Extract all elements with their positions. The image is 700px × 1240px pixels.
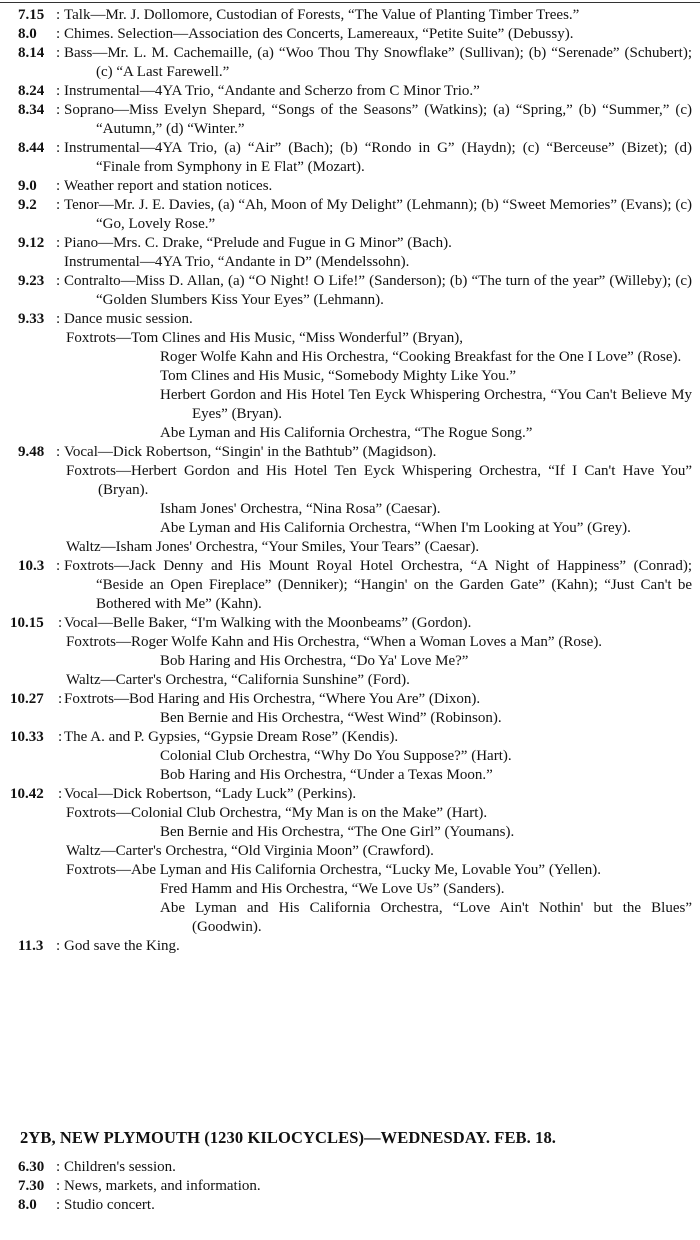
- programme-entry: [0, 139, 692, 177]
- entry-text: Foxtrots—Abe Lyman and His California Orchestra, “Lucky Me, Lovable You” (Yellen).: [66, 862, 602, 878]
- time-separator: :: [56, 26, 61, 42]
- programme-entry: [0, 671, 692, 690]
- programme-entry: [0, 880, 692, 899]
- programme-entry: [0, 690, 692, 709]
- programme-entry: [0, 823, 692, 842]
- entry-text: Isham Jones' Orchestra, “Nina Rosa” (Caesar).: [160, 501, 441, 517]
- entry-text: Dance music session.: [64, 311, 193, 327]
- programme-entry: [0, 500, 692, 519]
- entry-text: Vocal—Dick Robertson, “Singin' in the Bathtub” (Magidson).: [64, 444, 437, 460]
- time-separator: :: [56, 45, 61, 61]
- time-separator: :: [56, 140, 61, 156]
- entry-time: 10.27: [10, 691, 44, 707]
- entry-text: Abe Lyman and His California Orchestra, “The Rogue Song.”: [160, 425, 533, 441]
- time-separator: :: [56, 102, 61, 118]
- time-separator: :: [56, 178, 61, 194]
- programme-entry: [0, 709, 692, 728]
- programme-entry: [0, 861, 692, 880]
- entry-text: Roger Wolfe Kahn and His Orchestra, “Cooking Breakfast for the One I Love” (Rose).: [160, 349, 682, 365]
- programme-entry: [0, 519, 692, 538]
- entry-text: Bob Haring and His Orchestra, “Do Ya' Love Me?”: [160, 653, 469, 669]
- programme-entry: [0, 424, 692, 443]
- entry-text: Children's session.: [64, 1159, 176, 1175]
- programme-entry: [0, 443, 692, 462]
- entry-time: 8.44: [18, 140, 45, 156]
- programme-entry: [0, 538, 692, 557]
- programme-entry: [0, 367, 692, 386]
- programme-entry: [0, 1196, 692, 1215]
- programme-entry: [0, 82, 692, 101]
- entry-text: Colonial Club Orchestra, “Why Do You Suppose?” (Hart).: [160, 748, 512, 764]
- time-separator: :: [56, 558, 61, 574]
- programme-entry: [0, 652, 692, 671]
- entry-text: Instrumental—4YA Trio, (a) “Air” (Bach); (b) “Rondo in G” (Haydn); (c) “Berceuse” (Bizet); (d) “Finale from Symphony in E Flat” (Mozart).: [64, 140, 692, 175]
- entry-text: Talk—Mr. J. Dollomore, Custodian of Forests, “The Value of Planting Timber Trees.”: [64, 7, 580, 23]
- programme-entry: [0, 766, 692, 785]
- entry-text: Piano—Mrs. C. Drake, “Prelude and Fugue in G Minor” (Bach).: [64, 235, 452, 251]
- time-separator: :: [58, 729, 63, 745]
- entry-time: 6.30: [18, 1159, 45, 1175]
- programme-entry: [0, 6, 692, 25]
- entry-text: Waltz—Isham Jones' Orchestra, “Your Smiles, Your Tears” (Caesar).: [66, 539, 480, 555]
- entry-time: 8.34: [18, 102, 45, 118]
- station-heading: 2YB, NEW PLYMOUTH (1230 KILOCYCLES)—WEDNESDAY. FEB. 18.: [20, 1128, 557, 1147]
- entry-text: Waltz—Carter's Orchestra, “California Sunshine” (Ford).: [66, 672, 410, 688]
- programme-entry: [0, 348, 692, 367]
- entry-text: God save the King.: [64, 938, 180, 954]
- programme-entry: [0, 101, 692, 139]
- entry-text: Tom Clines and His Music, “Somebody Mighty Like You.”: [160, 368, 517, 384]
- entry-text: Vocal—Belle Baker, “I'm Walking with the Moonbeams” (Gordon).: [64, 615, 472, 631]
- programme-entry: [0, 329, 692, 348]
- time-separator: :: [56, 938, 61, 954]
- entry-time: 10.3: [18, 558, 45, 574]
- entry-text: Soprano—Miss Evelyn Shepard, “Songs of the Seasons” (Watkins); (a) “Spring,” (b) “Summer,” (c) “Autumn,” (d) “Winter.”: [64, 102, 692, 137]
- entry-time: 10.15: [10, 615, 44, 631]
- entry-text: Foxtrots—Herbert Gordon and His Hotel Ten Eyck Whispering Orchestra, “If I Can't Have You” (Bryan).: [66, 463, 692, 498]
- programme-entry: [0, 937, 692, 956]
- programme-entry: [0, 747, 692, 766]
- time-separator: :: [56, 1197, 61, 1213]
- programme-entry: [0, 785, 692, 804]
- entry-text: News, markets, and information.: [64, 1178, 261, 1194]
- entry-time: 9.12: [18, 235, 45, 251]
- entry-text: Foxtrots—Roger Wolfe Kahn and His Orchestra, “When a Woman Loves a Man” (Rose).: [66, 634, 603, 650]
- entry-text: Tenor—Mr. J. E. Davies, (a) “Ah, Moon of My Delight” (Lehmann); (b) “Sweet Memories” (Evans); (c) “Go, Lovely Rose.”: [64, 197, 692, 232]
- entry-text: Vocal—Dick Robertson, “Lady Luck” (Perkins).: [64, 786, 357, 802]
- entry-text: Studio concert.: [64, 1197, 155, 1213]
- entry-text: Waltz—Carter's Orchestra, “Old Virginia Moon” (Crawford).: [66, 843, 434, 859]
- programme-entry: [0, 234, 692, 253]
- entry-time: 10.42: [10, 786, 44, 802]
- entry-text: Chimes. Selection—Association des Concerts, Lamereaux, “Petite Suite” (Debussy).: [64, 26, 574, 42]
- entry-time: 8.24: [18, 83, 45, 99]
- programme-entry: [0, 1177, 692, 1196]
- time-separator: :: [58, 615, 63, 631]
- entry-text: Foxtrots—Colonial Club Orchestra, “My Man is on the Make” (Hart).: [66, 805, 488, 821]
- programme-entry: [0, 272, 692, 310]
- programme-entry: [0, 614, 692, 633]
- programme-entry: [0, 253, 692, 272]
- entry-text: Abe Lyman and His California Orchestra, “Love Ain't Nothin' but the Blues” (Goodwin).: [160, 900, 692, 935]
- programme-entry: [0, 728, 692, 747]
- entry-time: 7.15: [18, 7, 45, 23]
- time-separator: :: [56, 444, 61, 460]
- entry-text: Foxtrots—Tom Clines and His Music, “Miss Wonderful” (Bryan),: [66, 330, 464, 346]
- time-separator: :: [56, 1159, 61, 1175]
- entry-time: 9.2: [18, 197, 37, 213]
- time-separator: :: [56, 311, 61, 327]
- time-separator: :: [58, 786, 63, 802]
- entry-text: The A. and P. Gypsies, “Gypsie Dream Rose” (Kendis).: [64, 729, 399, 745]
- entry-time: 9.48: [18, 444, 45, 460]
- time-separator: :: [56, 1178, 61, 1194]
- programme-entry: [0, 310, 692, 329]
- entry-text: Ben Bernie and His Orchestra, “West Wind” (Robinson).: [160, 710, 502, 726]
- time-separator: :: [58, 691, 63, 707]
- programme-entry: [0, 557, 692, 614]
- programme-entry: [0, 842, 692, 861]
- programme-entry: [0, 44, 692, 82]
- entry-text: Foxtrots—Bod Haring and His Orchestra, “Where You Are” (Dixon).: [64, 691, 481, 707]
- entry-time: 7.30: [18, 1178, 45, 1194]
- time-separator: :: [56, 197, 61, 213]
- entry-text: Abe Lyman and His California Orchestra, “When I'm Looking at You” (Grey).: [160, 520, 631, 536]
- entry-time: 8.14: [18, 45, 45, 61]
- entry-text: Instrumental—4YA Trio, “Andante in D” (Mendelssohn).: [64, 254, 410, 270]
- time-separator: :: [56, 83, 61, 99]
- entry-time: 8.0: [18, 1197, 37, 1213]
- programme-entry: [0, 196, 692, 234]
- entry-text: Herbert Gordon and His Hotel Ten Eyck Whispering Orchestra, “You Can't Believe My Eyes” (Bryan).: [160, 387, 692, 422]
- entry-text: Ben Bernie and His Orchestra, “The One Girl” (Youmans).: [160, 824, 515, 840]
- top-rule: [0, 2, 700, 3]
- programme-entry: [0, 462, 692, 500]
- time-separator: :: [56, 7, 61, 23]
- programme-entry: [0, 25, 692, 44]
- entry-time: 8.0: [18, 26, 37, 42]
- entry-time: 11.3: [18, 938, 44, 954]
- time-separator: :: [56, 235, 61, 251]
- entry-text: Instrumental—4YA Trio, “Andante and Scherzo from C Minor Trio.”: [64, 83, 480, 99]
- entry-text: Contralto—Miss D. Allan, (a) “O Night! O Life!” (Sanderson); (b) “The turn of the year” (Willeby); (c) “Golden Slumbers Kiss Your Eyes” (Lehmann).: [64, 273, 692, 308]
- entry-text: Bass—Mr. L. M. Cachemaille, (a) “Woo Thou Thy Snowflake” (Sullivan); (b) “Serenade” (Schubert); (c) “A Last Farewell.”: [64, 45, 692, 80]
- entry-time: 9.23: [18, 273, 45, 289]
- entry-text: Fred Hamm and His Orchestra, “We Love Us” (Sanders).: [160, 881, 505, 897]
- entry-text: Foxtrots—Jack Denny and His Mount Royal Hotel Orchestra, “A Night of Happiness” (Conrad); “Beside an Open Fireplace” (Denniker); “Hangin' on the Garden Gate” (Kahn); “Just Can't be Bothered with Me” (Kahn).: [64, 558, 692, 612]
- programme-entry: [0, 804, 692, 823]
- station-programme-list: [0, 1158, 692, 1215]
- programme-list: [0, 6, 692, 956]
- entry-time: 9.0: [18, 178, 37, 194]
- programme-entry: [0, 177, 692, 196]
- programme-entry: [0, 386, 692, 424]
- entry-text: Bob Haring and His Orchestra, “Under a Texas Moon.”: [160, 767, 493, 783]
- time-separator: :: [56, 273, 61, 289]
- entry-time: 9.33: [18, 311, 45, 327]
- entry-time: 10.33: [10, 729, 44, 745]
- programme-entry: [0, 633, 692, 652]
- programme-entry: [0, 1158, 692, 1177]
- entry-text: Weather report and station notices.: [64, 178, 273, 194]
- programme-entry: [0, 899, 692, 937]
